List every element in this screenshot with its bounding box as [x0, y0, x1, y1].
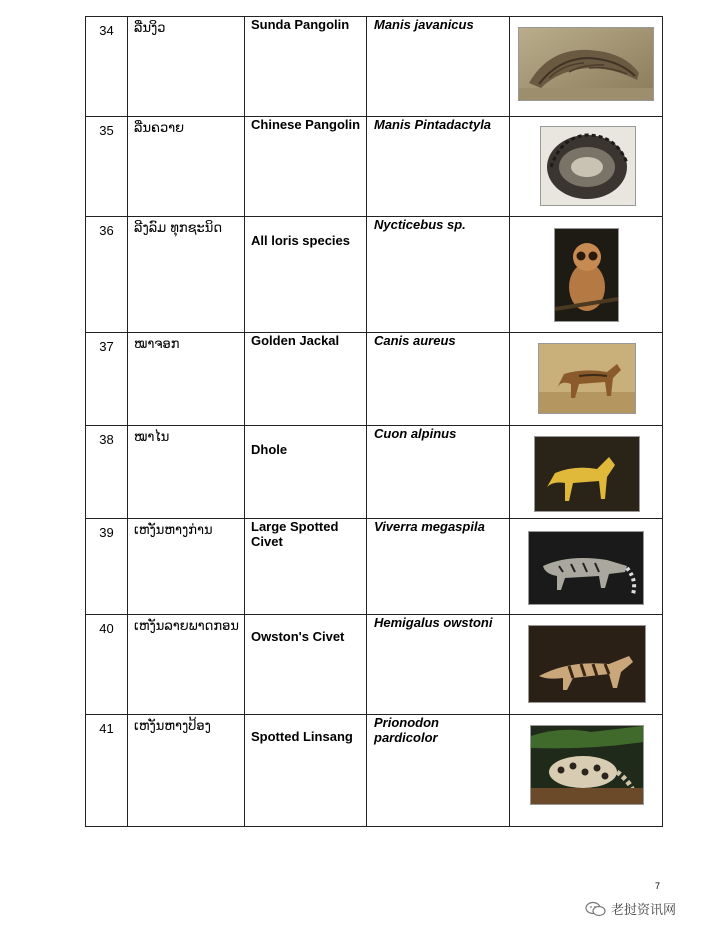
photo-cell — [510, 17, 663, 117]
lao-name: ລີງລົມ ທຸກຊະນິດ — [128, 217, 245, 333]
english-name: Large Spotted Civet — [245, 519, 367, 615]
photo-cell — [510, 715, 663, 827]
loris-photo — [554, 228, 619, 322]
table-row — [86, 615, 663, 715]
sunda-pangolin-photo — [518, 27, 654, 101]
chinese-pangolin-photo — [540, 126, 636, 206]
table-row — [86, 426, 663, 519]
table-row — [86, 217, 663, 333]
scientific-name: Manis Pintadactyla — [367, 117, 510, 217]
watermark — [585, 899, 676, 918]
species-table — [85, 16, 663, 827]
large-spotted-civet-photo — [528, 531, 644, 605]
dhole-photo — [534, 436, 640, 512]
page-number: 7 — [655, 881, 661, 891]
photo-cell — [510, 217, 663, 333]
lao-name: ເຫງັນລາຍພາດກອນ — [128, 615, 245, 715]
scientific-name: Nycticebus sp. — [367, 217, 510, 333]
table-row — [86, 17, 663, 117]
owstons-civet-photo — [528, 625, 646, 703]
scientific-name: Prionodon pardicolor — [367, 715, 510, 827]
spotted-linsang-photo — [530, 725, 644, 805]
golden-jackal-photo — [538, 343, 636, 414]
english-name: Chinese Pangolin — [245, 117, 367, 217]
watermark-text: 老挝资讯网 — [611, 903, 677, 918]
row-number: 37 — [86, 333, 128, 426]
lao-name: ລີ່ນງິວ — [128, 17, 245, 117]
wechat-icon — [585, 901, 607, 917]
scientific-name: Manis javanicus — [367, 17, 510, 117]
row-number: 36 — [86, 217, 128, 333]
scientific-name: Viverra megaspila — [367, 519, 510, 615]
scientific-name: Canis aureus — [367, 333, 510, 426]
row-number: 39 — [86, 519, 128, 615]
row-number: 40 — [86, 615, 128, 715]
photo-cell — [510, 615, 663, 715]
lao-name: ໝາຈອກ — [128, 333, 245, 426]
english-name: Dhole — [245, 426, 367, 519]
english-name: Spotted Linsang — [245, 715, 367, 827]
table-row — [86, 333, 663, 426]
table-row — [86, 117, 663, 217]
photo-cell — [510, 519, 663, 615]
photo-cell — [510, 117, 663, 217]
table-row — [86, 519, 663, 615]
lao-name: ໝາໄນ — [128, 426, 245, 519]
species-table-container — [85, 16, 662, 827]
scientific-name: Cuon alpinus — [367, 426, 510, 519]
row-number: 38 — [86, 426, 128, 519]
english-name: Owston's Civet — [245, 615, 367, 715]
lao-name: ລີ່ນຄວາຍ — [128, 117, 245, 217]
english-name: All loris species — [245, 217, 367, 333]
scientific-name: Hemigalus owstoni — [367, 615, 510, 715]
table-row — [86, 715, 663, 827]
photo-cell — [510, 426, 663, 519]
english-name: Golden Jackal — [245, 333, 367, 426]
photo-cell — [510, 333, 663, 426]
row-number: 35 — [86, 117, 128, 217]
english-name: Sunda Pangolin — [245, 17, 367, 117]
row-number: 34 — [86, 17, 128, 117]
lao-name: ເຫງັນຫາງກ່ານ — [128, 519, 245, 615]
row-number: 41 — [86, 715, 128, 827]
lao-name: ເຫງັນຫາງປ້ອງ — [128, 715, 245, 827]
